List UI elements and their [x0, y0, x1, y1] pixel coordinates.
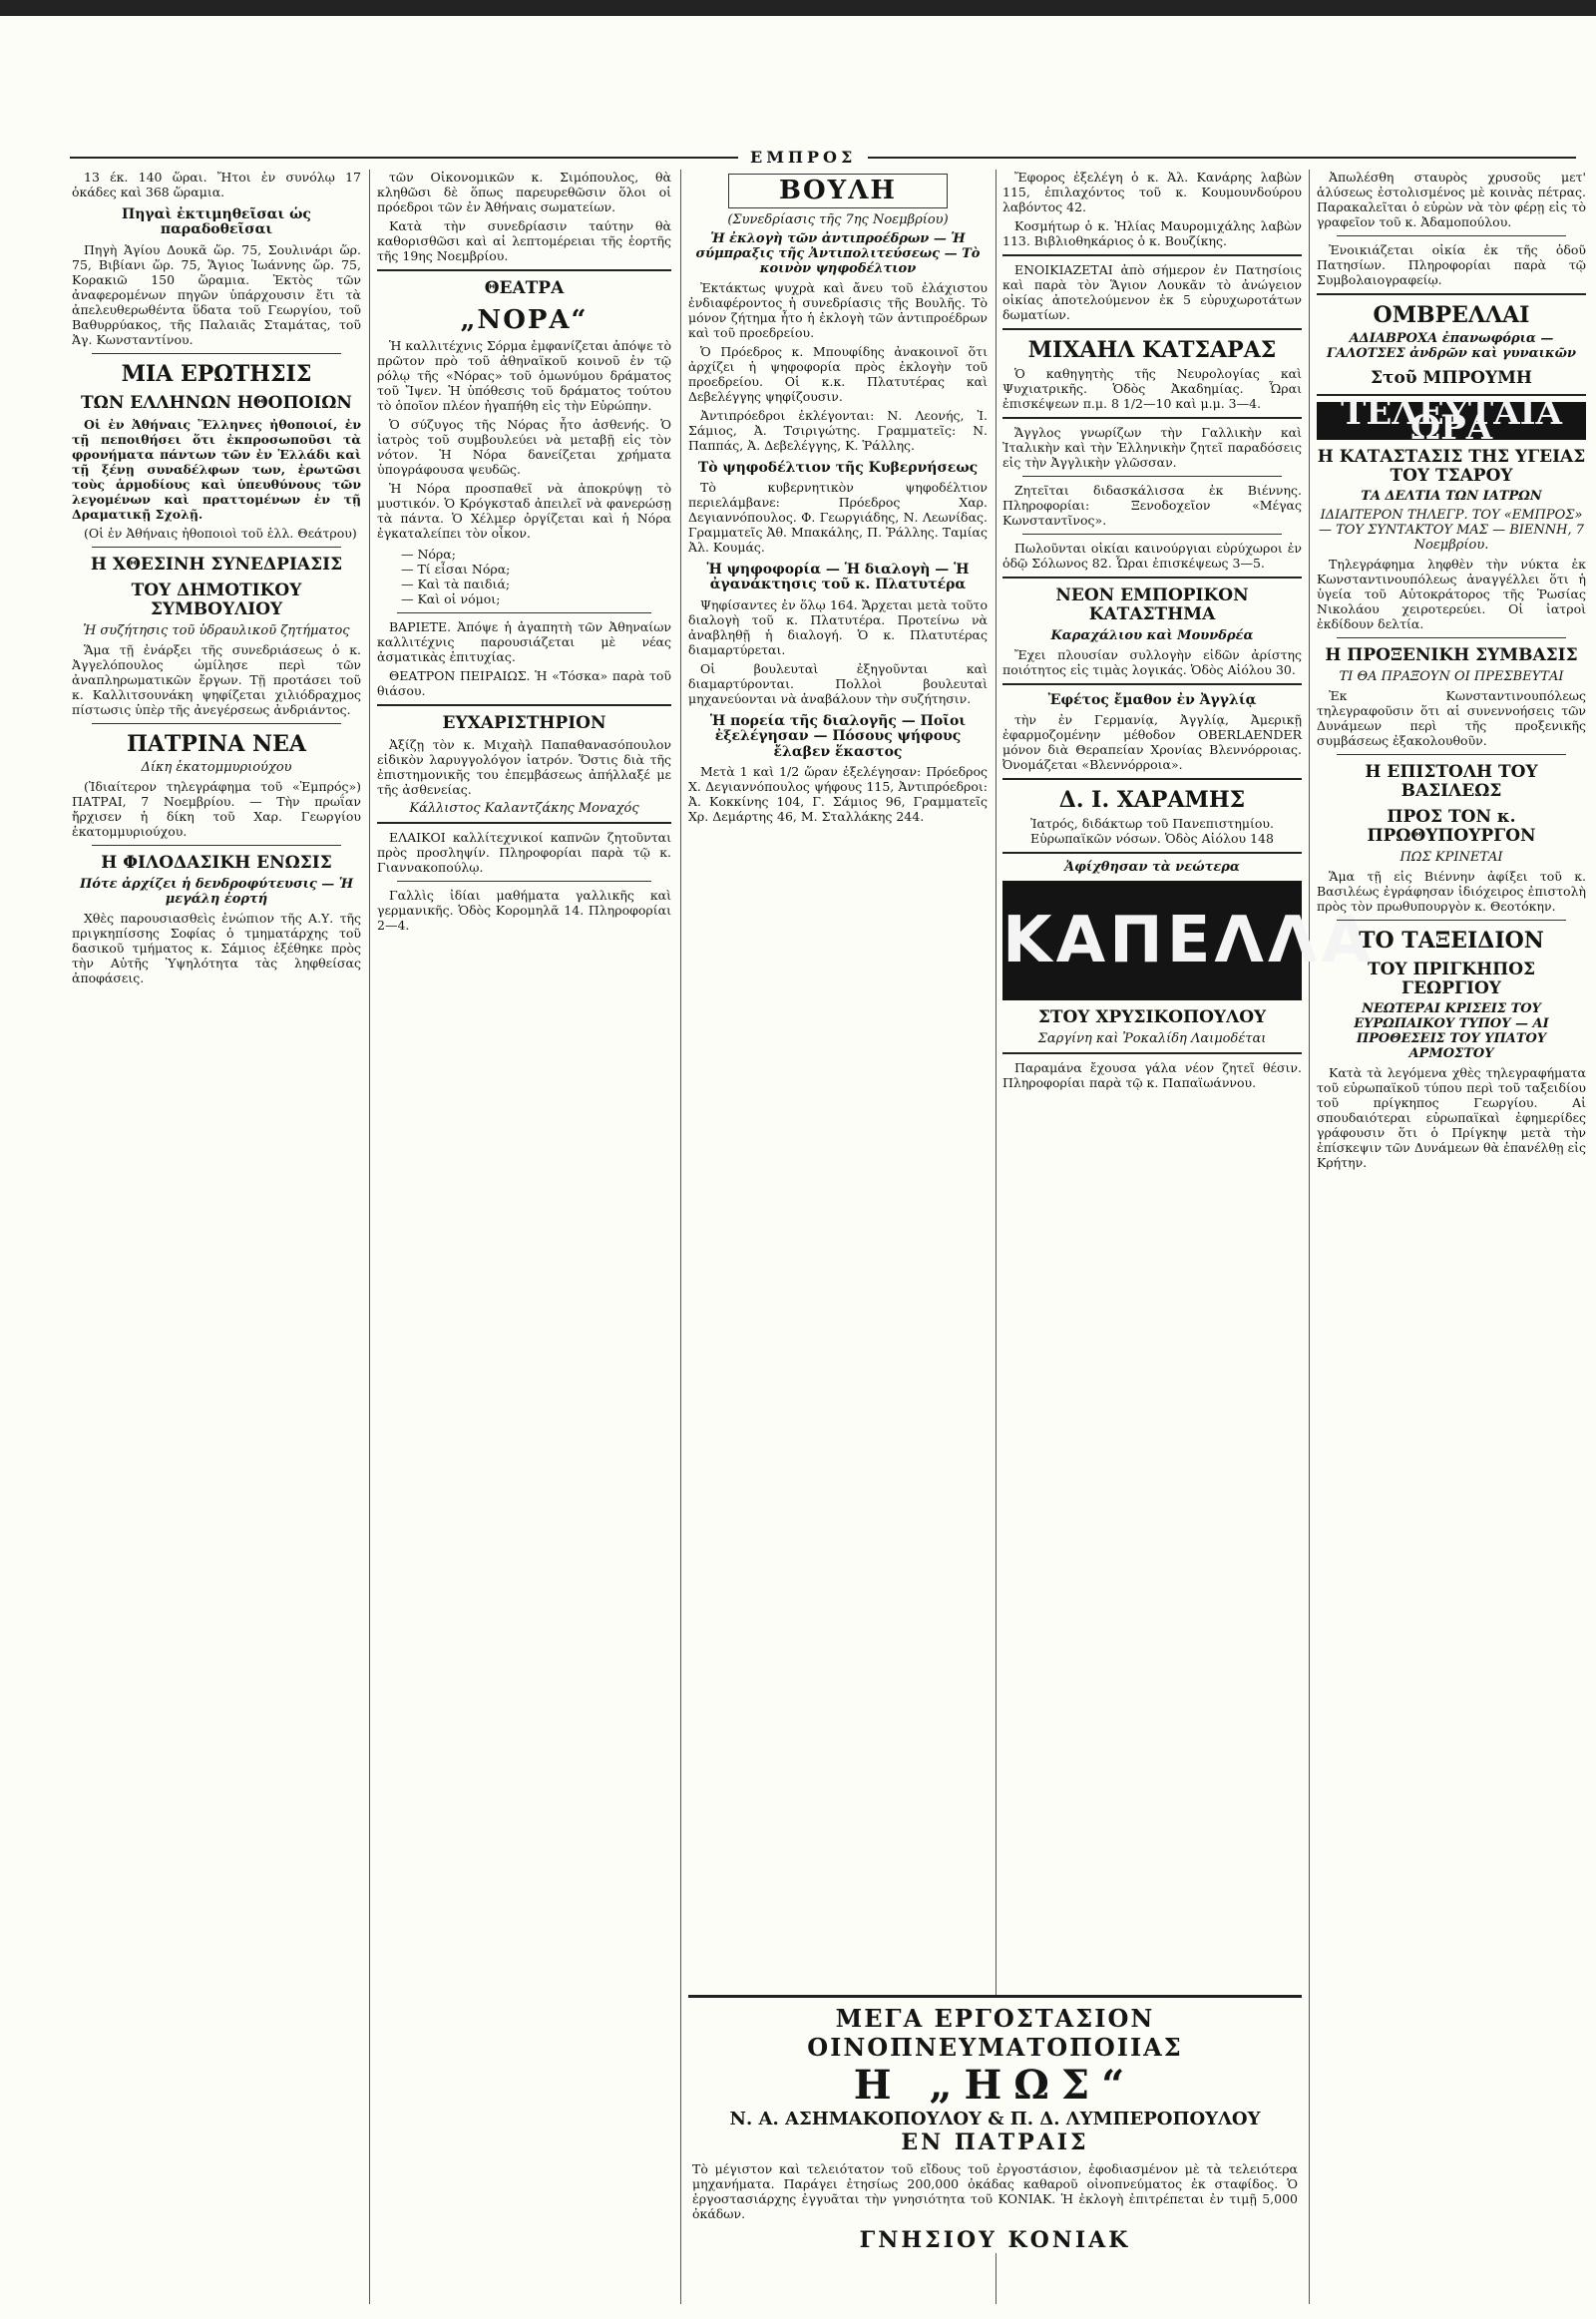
ad-zar: Σαργίνη καὶ Ῥοκαλίδη Λαιμοδέται [1037, 1030, 1267, 1046]
article-text: Ἅμα τῇ ἐνάρξει τῆς συνεδριάσεως ὁ κ. Ἀγγελόπουλος ὡμίλησε περὶ τῶν ἀναπληρωματικῶν ἔργων. Τῇ προτάσει τοῦ κ. Καλλιτσουνάκη ψηφίζεται χιλιόδραχμος πίστωσις ὑπὲρ τῆς ἀνεγέρσεως ἀνδριάντος. [72, 641, 361, 717]
headline-teach: Ἐφέτος ἔμαθον ἐν Ἀγγλίᾳ [1047, 691, 1257, 708]
factory-ad-title: ΜΕΓΑ ΕΡΓΟΣΤΑΣΙΟΝ ΟΙΝΟΠΝΕΥΜΑΤΟΠΟΙΙΑΣ [807, 2004, 1183, 2062]
headline-result: Ἡ πορεία τῆς διαλογῆς — Ποῖοι ἐξελέγησαν — Πόσους ψήφους ἔλαβεν ἕκαστος [709, 712, 967, 760]
ad-charamis-title: Δ. Ι. ΧΑΡΑΜΗΣ [1058, 786, 1246, 813]
dialog-line: — Καὶ τὰ παιδιά; [401, 577, 511, 592]
article-text: 13 έκ. 140 ὥραι. Ἤτοι ἐν συνόλῳ 17 ὀκάδες καὶ 368 ὥραμια. [72, 170, 361, 199]
subheadline: ΙΔΙΑΙΤΕΡΟΝ ΤΗΛΕΓΡ. ΤΟΥ «ΕΜΠΡΟΣ» — ΤΟΥ ΣΥΝΤΑΚΤΟΥ ΜΑΣ — ΒΙΕΝΝΗ, 7 Νοεμβρίου. [1318, 508, 1585, 554]
factory-ad-name: Η „ΗΩΣ“ [853, 2062, 1137, 2109]
dialog-line: — Τί εἶσαι Νόρα; [401, 562, 511, 578]
article-text: Ἀντιπρόεδροι ἐκλέγονται: Ν. Λεονής, Ἰ. Σάμιος, Ἀ. Τσιριγώτης. Γραμματεῖς: Ν. Παππάς, Ἀ. Δεβελέγγης, Κ. Ῥάλλης. [688, 407, 988, 453]
article-text: Ἔφορος ἐξελέγη ὁ κ. Ἀλ. Κανάρης λαβὼν 115, ἐπιλαχόντος τοῦ κ. Κουμουνδούρου λαβόντος 42. [1002, 170, 1302, 214]
headline-letter: Η ΕΠΙΣΤΟΛΗ ΤΟΥ ΒΑΣΙΛΕΩΣ [1365, 761, 1538, 801]
newspaper-name: ΕΜΠΡΟΣ [738, 148, 868, 167]
signature: (Οἱ ἐν Ἀθήναις ἠθοποιοὶ τοῦ ἑλλ. Θεάτρου) [84, 525, 357, 541]
headline-tsar: Η ΚΑΤΑΣΤΑΣΙΣ ΤΗΣ ΥΓΕΙΑΣ ΤΟΥ ΤΣΑΡΟΥ [1317, 446, 1586, 486]
article-text: Τηλεγράφημα ληφθὲν τὴν νύκτα ἐκ Κωνσταντινουπόλεως ἀναγγέλλει ὅτι ἡ ὑγεία τοῦ Αὐτοκράτορος τῆς Ῥωσίας Νικολάου χειροτερεύει. Οἱ ἰατροὶ ἐκδίδουν δελτία. [1317, 557, 1586, 632]
headline-question-2: ΤΩΝ ΕΛΛΗΝΩΝ ΗΘΟΠΟΙΩΝ [81, 392, 352, 413]
article-text: Ὁ Πρόεδρος κ. Μπουφίδης ἀνακοινοῖ ὅτι ἀρχίζει ἡ ψηφοφορία πρὸς ἐκλογὴν τοῦ προεδρείου. Οἱ κ.κ. Πλατυτέρας καὶ Δεβελέγγης ψηφίζουσιν. [688, 343, 988, 404]
headline-nora: „ΝΟΡΑ“ [460, 304, 589, 335]
subheadline: ΤΑ ΔΕΛΤΙΑ ΤΩΝ ΙΑΤΡΩΝ [1361, 489, 1542, 505]
divider [397, 612, 651, 613]
headline-vote: Τὸ ψηφοδέλτιον τῆς Κυβερνήσεως [697, 459, 979, 476]
subheadline: Ἡ ἐκλογὴ τῶν ἀντιπροέδρων — Ἡ σύμπραξις τῆς Ἀντιπολιτεύσεως — Τὸ κοινὸν ψηφοδέλτιον [695, 230, 981, 276]
classified-ad: Πωλοῦνται οἰκίαι καινούργιαι εὐρύχωροι ἐν ὁδῷ Σόλωνος 82. Ὧραι ἐπισκέψεως 3—5. [1002, 541, 1302, 572]
dialog-line: — Νόρα; [401, 547, 456, 563]
divider [1002, 1052, 1302, 1054]
divider [1337, 637, 1566, 638]
subheadline: ΠΩΣ ΚΡΙΝΕΤΑΙ [1399, 849, 1503, 865]
divider [1002, 254, 1302, 256]
article-text: ΘΕΑΤΡΟΝ ΠΕΙΡΑΙΩΣ. Ἡ «Τόσκα» παρὰ τοῦ θιάσου. [377, 668, 671, 699]
kapella-banner: ΚΑΠΕΛΛΑ [1002, 881, 1302, 1000]
classified-ad: Γαλλὶς ἰδίαι μαθήματα γαλλικῆς καὶ γερμανικῆς. Ὁδὸς Κορομηλᾶ 14. Πληροφορίαι 2—4. [377, 887, 671, 933]
subheadline: Δίκη ἑκατομμυριούχου [141, 759, 292, 775]
divider [92, 723, 341, 724]
ad-umbrella-title: ΟΜΒΡΕΛΛΑΙ [1373, 302, 1530, 328]
divider [1022, 476, 1282, 477]
classified-ad: Ἐνοικιάζεται οἰκία ἐκ τῆς ὁδοῦ Πατησίων. Πληροφορίαι παρὰ τῷ Συμβολαιογραφείῳ. [1317, 242, 1586, 287]
classified-ad: ΕΝΟΙΚΙΑΖΕΤΑΙ ἀπὸ σήμερον ἐν Πατησίοις καὶ παρὰ τὸν Ἅγιον Λουκᾶν τὸ ἀνώγειον οἰκίας ἀποτελούμενον ἐκ 5 εὐρυχωροτάτων δωματίων. [1002, 262, 1302, 322]
divider [92, 547, 341, 548]
article-text: Κατὰ τὴν συνεδρίασιν ταύτην θὰ καθορισθῶσι καὶ αἱ λεπτομέρειαι τῆς ἑορτῆς τῆς 19ης Νοεμβρίου. [377, 218, 671, 263]
headline-trip-2: ΤΟΥ ΠΡΙΓΚΗΠΟΣ ΓΕΩΡΓΙΟΥ [1367, 959, 1536, 998]
column-2 [377, 170, 671, 2304]
top-border [0, 0, 1596, 16]
classified-ad: Ἀπωλέσθη σταυρὸς χρυσοῦς μετ' ἁλύσεως ἐστολισμένος μὲ κοινὰς πέτρας. Παρακαλεῖται ὁ εὑρὼν νὰ τὸν φέρῃ εἰς τὸ γραφεῖον τοῦ κ. Ἀδαμοπούλου. [1317, 170, 1586, 229]
factory-ad-city: ΕΝ ΠΑΤΡΑΙΣ [901, 2129, 1089, 2155]
signature: Κάλλιστος Καλαντζάκης Μοναχός [409, 800, 639, 816]
article-text: Τὸ κυβερνητικὸν ψηφοδέλτιον περιελάμβανε: Πρόεδρος Χαρ. Δεγιαννόπουλος. Φ. Γεωργιάδης, Ν. Λεωνίδας. Γραμματεῖς Ἀθ. Μπακάλης, Π. Ῥάλλης. Ταμίας Ἀλ. Κουμάς. [688, 479, 988, 555]
classified-ad: Ἔχει πλουσίαν συλλογὴν εἰδῶν ἀρίστης ποιότητος εἰς τιμὰς λογικάς. Ὁδὸς Αἰόλου 30. [1002, 646, 1302, 677]
subheadline: ΤΙ ΘΑ ΠΡΑΞΟΥΝ ΟΙ ΠΡΕΣΒΕΥΤΑΙ [1339, 668, 1564, 684]
column-divider [369, 170, 370, 2304]
column-divider [996, 170, 997, 2304]
article-text: Ψηφίσαντες ἐν ὅλῳ 164. Ἄρχεται μετὰ τοῦτο διαλογὴ τοῦ κ. Πλατυτέρα. Προτείνω νὰ ἀναβληθῇ ἡ διαλογή. Ὁ κ. Πλατυτέρας διαμαρτύρεται. [688, 596, 988, 657]
headline-union: Η ΦΙΛΟΔΑΣΙΚΗ ΕΝΩΣΙΣ [101, 852, 332, 873]
factory-ad-text: Τὸ μέγιστον καὶ τελειότατον τοῦ εἴδους τοῦ ἐργοστάσιον, ἐφοδιασμένον μὲ τὰ τελειότερα μηχανήματα. Παράγει ἐτησίως 200,000 ὀκάδας καθαροῦ οἰνοπνεύματος ἐκ σταφίδος. Ὁ ἐργοστασιάρχης ἐγγυᾶται τὴν γνησιότητα τοῦ ΚΟΝΙΑΚ. Ἡ ἐκλογὴ ἐπιτρέπεται ἐν τιμῇ 5,000 ὀκάδων. [692, 2161, 1298, 2221]
ad-doctor-title: ΜΙΧΑΗΛ ΚΑΤΣΑΡΑΣ [1027, 337, 1277, 363]
masthead [0, 148, 1596, 166]
divider [1002, 417, 1302, 419]
column-1 [72, 170, 361, 2304]
divider [1002, 778, 1302, 780]
divider [1002, 852, 1302, 854]
column-5 [1317, 170, 1586, 2304]
subheadline: Πότε ἀρχίζει ἡ δενδροφύτευσις — Ἡ μεγάλη ἑορτή [79, 876, 354, 907]
shop-names: Καραχάλιου καὶ Μουνδρέα [1050, 627, 1254, 643]
headline-theatre: ΘΕΑΤΡΑ [484, 278, 565, 298]
divider [377, 822, 671, 824]
headline-letter-2: ΠΡΟΣ ΤΟΝ κ. ΠΡΩΘΥΠΟΥΡΓΟΝ [1367, 807, 1536, 846]
dialog-line: — Καὶ οἱ νόμοι; [401, 591, 501, 607]
article-text: Χθὲς παρουσιασθεὶς ἐνώπιον τῆς Α.Υ. τῆς πριγκηπίσσης Σοφίας ὁ τμηματάρχης τοῦ δασικοῦ τμήματος κ. Σάμιος ἐξέθηκε πρὸς τὴν Αὐτῆς Ὑψηλότητα τὰς ληφθείσας ἀποφάσεις. [72, 910, 361, 985]
article-text: Οἱ ἐν Ἀθήναις Ἕλληνες ἠθοποιοί, ἐν τῇ πεποιθήσει ὅτι ἐκπροσωποῦσι τὰ φρονήματα πάντων τῶν ἐν Ἑλλάδι καὶ τῇ ξένῃ συναδέλφων των, ἐρωτῶσι τοὺς ἁρμοδίους καὶ ὑπευθύνους τῶν λεγομένων καὶ πραττομένων ἐν τῇ Δραματικῇ Σχολῇ. [72, 416, 361, 522]
article-text: Ἡ καλλιτέχνις Σόρμα ἐμφανίζεται ἀπόψε τὸ πρῶτον πρὸ τοῦ ἀθηναϊκοῦ κοινοῦ ἐν τῷ ρόλῳ τῆς «Νόρας» τοῦ ὁμωνύμου δράματος τοῦ Ἴψεν. Ἡ ὑπόθεσις τοῦ δράματος τούτου τὸ ὁποῖον πλέον ἠγαπήθη εἰς τὴν Εὐρώπην. [377, 338, 671, 414]
ad-umbrella-text: ΑΔΙΑΒΡΟΧΑ ἐπανωφόρια — ΓΑΛΟΤΣΕΣ ἀνδρῶν καὶ γυναικῶν [1326, 331, 1577, 362]
factory-ad-konjak: ΓΝΗΣΙΟΥ ΚΟΝΙΑΚ [859, 2227, 1131, 2253]
divider [397, 881, 651, 882]
headline-shop: ΝΕΟΝ ΕΜΠΟΡΙΚΟΝ ΚΑΤΑΣΤΗΜΑ [1055, 585, 1249, 624]
classified-ad: Παραμάνα ἔχουσα γάλα νέον ζητεῖ θέσιν. Πληροφορίαι παρὰ τῷ κ. Παπαϊωάννου. [1002, 1059, 1302, 1090]
headline-thanks: ΕΥΧΑΡΙΣΤΗΡΙΟΝ [442, 713, 606, 734]
headline-council-2: ΤΟΥ ΔΗΜΟΤΙΚΟΥ ΣΥΜΒΟΥΛΙΟΥ [131, 580, 302, 620]
article-text: Ἅμα τῇ εἰς Βιέννην ἀφίξει τοῦ κ. Βασιλέως ἐγράφησαν ἰδιόχειρος ἐπιστολὴ πρὸς τὸν πρωθυπουργὸν κ. Θεοτόκην. [1317, 868, 1586, 914]
divider [92, 845, 341, 846]
column-divider [680, 170, 681, 2304]
article-text: τῶν Οἰκονομικῶν κ. Σιμόπουλος, θὰ κληθῶσι δὲ ὅπως παρευρεθῶσιν ὅλοι οἱ πρόεδροι τῶν ἐν Ἀθήναις σωματείων. [377, 170, 671, 214]
headline-council: Η ΧΘΕΣΙΝΗ ΣΥΝΕΔΡΙΑΣΙΣ [90, 554, 343, 575]
article-text: Ἐκ Κωνσταντινουπόλεως τηλεγραφοῦσιν ὅτι αἱ συνεννοήσεις τῶν Δυνάμεων περὶ τῆς προξενικῆς συμβάσεως ἐξακολουθοῦν. [1317, 687, 1586, 748]
subheadline: (Συνεδρίασις τῆς 7ης Νοεμβρίου) [727, 211, 949, 227]
article-text: (Ἰδιαίτερον τηλεγράφημα τοῦ «Ἐμπρός») ΠΑΤΡΑΙ, 7 Νοεμβρίου. — Τὴν πρωΐαν ἤρχισεν ἡ δίκη τοῦ Χαρ. Γεωργίου ἑκατομμυριούχου. [72, 778, 361, 839]
headline-embassy: Η ΠΡΟΞΕΝΙΚΗ ΣΥΜΒΑΣΙΣ [1325, 645, 1578, 666]
divider [1337, 920, 1566, 921]
article-text: Ἐκτάκτως ψυχρὰ καὶ ἄνευ τοῦ ἐλάχιστου ἐνδιαφέροντος ἡ συνεδρίασις τῆς Βουλῆς. Τὸ μόνον ζήτημα ἦτο ἡ ἐκλογὴ τῶν ἀντιπροέδρων καὶ τοῦ προεδρείου. [688, 279, 988, 340]
column-divider [1309, 170, 1310, 2304]
classified-ad: Ὁ καθηγητὴς τῆς Νευρολογίας καὶ Ψυχιατρικῆς. Ὁδὸς Ἀκαδημίας. Ὧραι ἐπισκέψεων π.μ. 8 1/2—10 καὶ μ.μ. 3—4. [1002, 366, 1302, 412]
article-text: Οἱ βουλευταὶ ἐξηγοῦνται καὶ διαμαρτύρονται. Πολλοὶ βουλευταὶ μηχανεύονται νὰ ἀναβάλουν τὴν συζήτησιν. [688, 660, 988, 706]
article-text: Κατὰ τὰ λεγόμενα χθὲς τηλεγραφήματα τοῦ εὐρωπαϊκοῦ τύπου περὶ τοῦ ταξειδίου τοῦ πρίγκηπος Γεωργίου. Αἱ σπουδαιότεραι εὐρωπαϊκαὶ ἐφημερίδες γράφουσιν ὅτι ὁ Πρίγκηψ μετὰ τὴν ἐπίσκεψιν τῶν Δυνάμεων θὰ ἐπανέλθῃ εἰς Κρήτην. [1317, 1065, 1586, 1171]
divider [377, 704, 671, 706]
article-text: Ἀξίζῃ τὸν κ. Μιχαὴλ Παπαθανασόπουλον εἰδικὸν λαρυγγολόγον ἰατρόν. Ὅστις διὰ τῆς ἐπιστημονικῆς του ἐπεμβάσεως ἀπήλλαξέ με τῆς ἀσθενείας. [377, 736, 671, 797]
divider [1337, 235, 1566, 236]
divider [1337, 754, 1566, 755]
classified-ad: Ζητεῖται διδασκάλισσα ἐκ Βιέννης. Πληροφορίαι: Ξενοδοχεῖον «Μέγας Κωνσταντῖνος». [1002, 483, 1302, 529]
classified-ad: Ἄγγλος γνωρίζων τὴν Γαλλικὴν καὶ Ἰταλικὴν καὶ τὴν Ἑλληνικὴν ζητεῖ παραδόσεις εἰς τὴν Ἀγγλικὴν γλῶσσαν. [1002, 425, 1302, 471]
article-text: Πηγὴ Ἁγίου Δουκᾶ ὥρ. 75, Σουλινάρι ὥρ. 75, Βιβίανι ὥρ. 75, Ἅγιος Ἰωάννης ὥρ. 75, Κορακιῶ 150 ὥραμια. Ἐκτὸς τῶν ἀναφερομένων πηγῶν ὑπάρχουσιν ἔτι τὰ ἀπελευθερωθέντα ὕδατα τοῦ Γεωργίου, τοῦ Βαθυρρύακος, τῆς Παλαιᾶς Σταμάτας, τοῦ Ἁγ. Κωνσταντίνου. [72, 241, 361, 347]
article-text: Ὁ σύζυγος τῆς Νόρας ἦτο ἀσθενής. Ὁ ἰατρὸς τοῦ συμβουλεύει νὰ μεταβῇ εἰς τὸν νότον. Ἡ Νόρα δανείζεται χρήματα ὑπογράφουσα ψευδῶς. [377, 417, 671, 478]
headline-trip: ΤΟ ΤΑΞΕΙΔΙΟΝ [1359, 927, 1544, 954]
factory-ad [688, 1995, 1302, 2253]
article-text: Κοσμήτωρ ὁ κ. Ἠλίας Μαυρομιχάλης λαβὼν 113. Βιβλιοθηκάριος ὁ κ. Βουζίκης. [1002, 218, 1302, 248]
column-3 [688, 170, 988, 2304]
divider [1002, 683, 1302, 685]
ad-arrived: Ἀφίχθησαν τὰ νεώτερα [1064, 860, 1240, 876]
ad-umbrella-shop: Στοῦ ΜΠΡΟΥΜΗ [1371, 368, 1532, 389]
headline-last-hour: ΤΕΛΕΥΤΑΙΑ ΩΡΑ [1317, 402, 1586, 440]
headline-vote-2: Ἡ ψηφοφορία — Ἡ διαλογὴ — Ἡ ἀγανάκτησις τοῦ κ. Πλατυτέρα [706, 561, 970, 593]
divider [1022, 534, 1282, 535]
divider [1317, 293, 1586, 295]
dialog-lines [401, 547, 671, 606]
classified-ad: τὴν ἐν Γερμανίᾳ, Ἀγγλίᾳ, Ἀμερικῇ ἐφαρμοζομένην μέθοδον OBERLAENDER μόνον διὰ Θεραπείαν Χρονίας Βλεννόρροιας. Ὀνομάζεται «Βλεννόρροια». [1002, 711, 1302, 772]
headline-patra: ΠΑΤΡΙΝΑ ΝΕΑ [127, 730, 306, 757]
divider [1002, 577, 1302, 579]
divider [377, 269, 671, 271]
article-text: Ἡ Νόρα προσπαθεῖ νὰ ἀποκρύψῃ τὸ μυστικόν. Ὁ Κρόγκσταδ ἀπειλεῖ νὰ φανερώσῃ τὰ πάντα. Ὁ Χέλμερ ὀργίζεται καὶ ἡ Νόρα ἐγκαταλείπει τὸν οἶκον. [377, 481, 671, 542]
headline-fountains: Πηγαὶ ἐκτιμηθεῖσαι ὡς παραδοθεῖσαι [122, 206, 311, 238]
divider [1002, 328, 1302, 330]
classified-ad: ΕΛΑΙΚΟΙ καλλίτεχνικοί καπνῶν ζητοῦνται πρὸς προσληψίν. Πληροφορίαι παρὰ τῷ κ. Γιαννακοπούλῳ. [377, 829, 671, 875]
divider [92, 353, 341, 354]
article-text: ΒΑΡΙΕΤΕ. Ἀπόψε ἡ ἀγαπητὴ τῶν Ἀθηναίων καλλιτέχνις παρουσιάζεται μὲ νέας ἀσματικὰς ἐπιτυχίας. [377, 619, 671, 665]
ad-store: ΣΤΟΥ ΧΡΥΣΙΚΟΠΟΥΛΟΥ [1037, 1007, 1267, 1028]
classified-ad: Ἰατρός, διδάκτωρ τοῦ Πανεπιστημίου. Εὐρωπαϊκῶν νόσων. Ὁδὸς Αἰόλου 148 [1030, 816, 1274, 847]
column-4 [1002, 170, 1375, 2304]
factory-ad-owners: Ν. Α. ΑΣΗΜΑΚΟΠΟΥΛΟΥ & Π. Δ. ΛΥΜΠΕΡΟΠΟΥΛΟΥ [729, 2109, 1261, 2129]
headline-boule: ΒΟΥΛΗ [728, 174, 948, 208]
article-text: Μετὰ 1 καὶ 1/2 ὥραν ἐξελέγησαν: Πρόεδρος Χ. Δεγιαννόπουλος ψήφους 115, Ἀντιπρόεδροι: Ἀ. Κοκκίνης 104, Γ. Σάμιος 96, Γραμματεῖς Χρ. Δεμάρτης 46, Μ. Σταλλάκης 244. [688, 763, 988, 824]
subheadline: ΝΕΩΤΕΡΑΙ ΚΡΙΣΕΙΣ ΤΟΥ ΕΥΡΩΠΑΙΚΟΥ ΤΥΠΟΥ — ΑΙ ΠΡΟΘΕΣΕΙΣ ΤΟΥ ΥΠΑΤΟΥ ΑΡΜΟΣΤΟΥ [1354, 1001, 1549, 1062]
subheadline: Ἡ συζήτησις τοῦ ὑδραυλικοῦ ζητήματος [83, 622, 350, 638]
headline-question: ΜΙΑ ΕΡΩΤΗΣΙΣ [121, 360, 312, 387]
